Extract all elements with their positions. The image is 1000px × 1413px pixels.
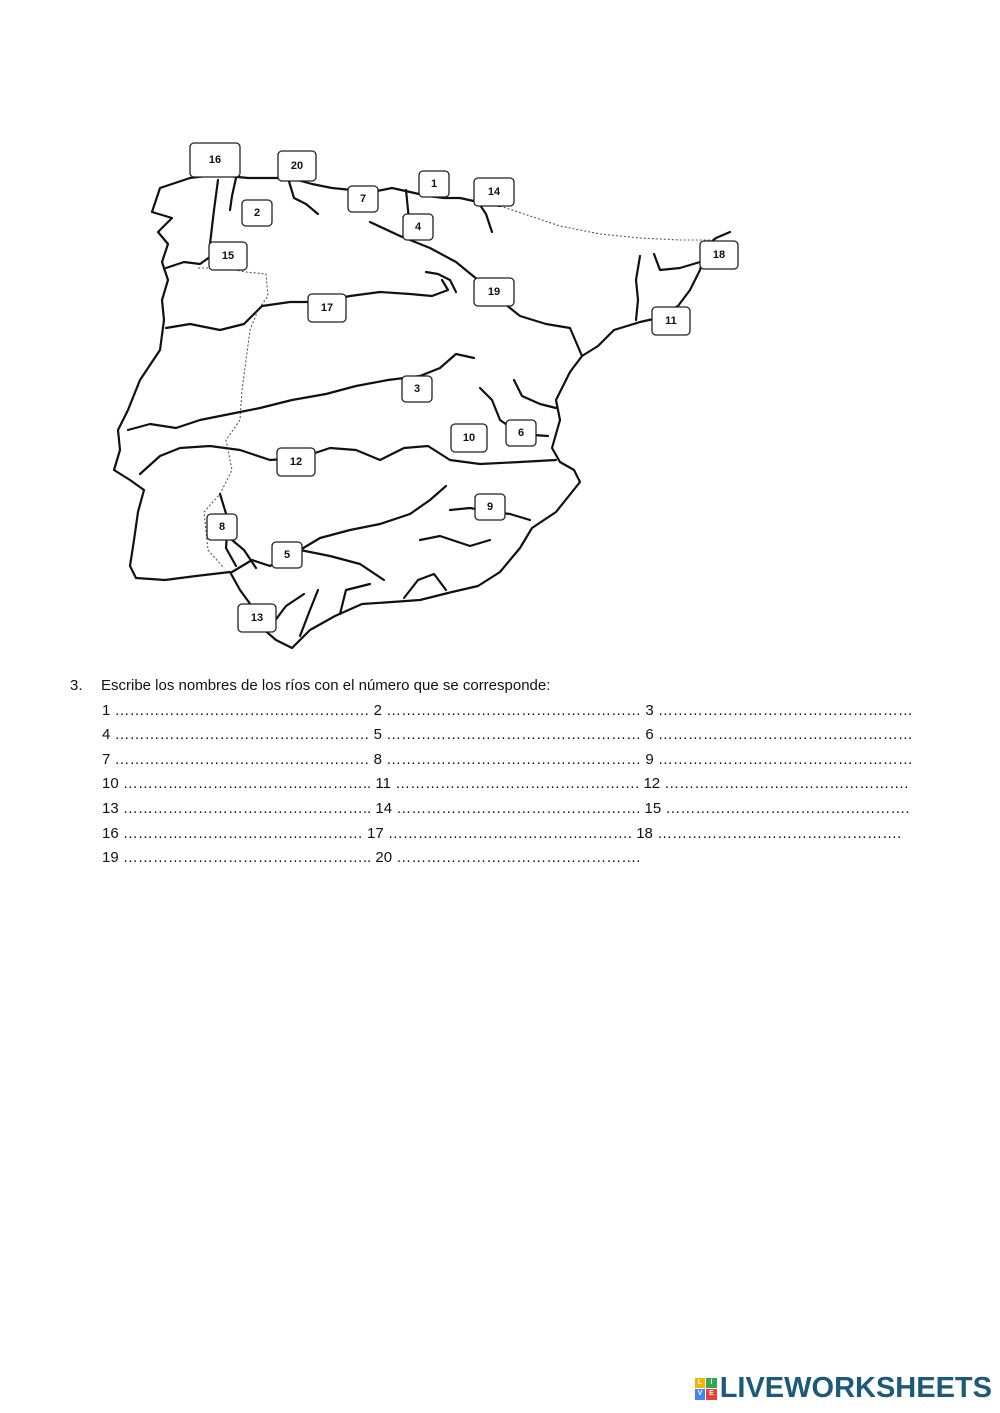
map-label-8 (207, 514, 237, 540)
map-label-5 (272, 542, 302, 568)
svg-text:2: 2 (253, 207, 261, 219)
answer-row-5-right[interactable]: 15 …………………………………………. (644, 799, 910, 817)
liveworksheets-logo-icon (695, 1378, 717, 1400)
svg-text:11: 11 (665, 315, 677, 327)
map-label-16 (190, 143, 240, 177)
svg-text:1: 1 (430, 178, 438, 190)
map-label-14 (474, 178, 514, 206)
svg-text:3: 3 (413, 383, 421, 395)
river-andalusia-6 (300, 590, 318, 636)
map-label-7 (348, 186, 378, 212)
map-label-19 (474, 278, 514, 306)
map-label-18 (700, 241, 738, 269)
answer-row[interactable] (102, 797, 910, 822)
answer-row-3-left[interactable]: 7 …………………………………………… 8 …………………………………………… (102, 750, 642, 768)
answer-row-2-left[interactable]: 4 …………………………………………… 5 …………………………………………… (102, 726, 642, 744)
svg-text:8: 8 (218, 521, 226, 533)
answer-row-6-left[interactable]: 16 ………………………………………… 17 …………………………………………. (102, 824, 633, 842)
answer-row[interactable] (102, 846, 830, 871)
river-ebro-tributary (426, 272, 456, 292)
answer-row[interactable] (102, 822, 902, 847)
river-turia (514, 380, 556, 408)
answer-row[interactable] (102, 723, 913, 748)
river-tributary-galicia (210, 180, 218, 244)
svg-text:16: 16 (208, 154, 222, 166)
logo-letter-l: L (695, 1378, 706, 1389)
answer-row-2-right[interactable]: 6 …………………………………………… (645, 726, 913, 744)
svg-text:6: 6 (517, 427, 525, 439)
svg-text:18: 18 (712, 249, 726, 261)
river-minho (166, 254, 214, 268)
svg-text:15: 15 (221, 250, 235, 262)
brand-text: LIVEWORKSHEETS (719, 1372, 992, 1404)
svg-text:14: 14 (487, 186, 501, 198)
liveworksheets-brand (695, 1372, 992, 1405)
river-andalusia-4 (420, 536, 490, 546)
answer-row[interactable] (102, 699, 913, 724)
river-nalon (230, 178, 236, 210)
map-label-15 (209, 242, 247, 270)
svg-text:17: 17 (320, 302, 334, 314)
answer-row-1-left[interactable]: 1 …………………………………………… 2 …………………………………………… (102, 701, 642, 719)
answer-row-3-right[interactable]: 9 …………………………………………… (645, 750, 913, 768)
river-guadiana (140, 446, 556, 474)
svg-text:7: 7 (359, 193, 367, 205)
map-label-6 (506, 420, 536, 446)
logo-letter-i: I (706, 1378, 717, 1389)
answer-row[interactable] (102, 748, 913, 773)
map-label-17 (308, 294, 346, 322)
exercise-number: 3. (70, 677, 83, 694)
answer-row-4-right[interactable]: 12 …………………………………………. (643, 775, 909, 793)
river-andalusia-1 (300, 550, 384, 580)
logo-letter-e: E (706, 1389, 717, 1400)
map-label-10 (451, 424, 487, 452)
svg-text:4: 4 (414, 221, 422, 233)
answer-row-7-left[interactable]: 19 ………………………………………….. 20 …………………………………………. (102, 849, 641, 867)
exercise-instruction (70, 674, 830, 699)
map-label-12 (277, 448, 315, 476)
exercise-instruction-text: Escribe los nombres de los ríos con el número que se corresponde: (101, 677, 551, 694)
svg-text:9: 9 (486, 501, 494, 513)
map-label-11 (652, 307, 690, 335)
river-segre (636, 256, 640, 320)
map-label-20 (278, 151, 316, 181)
river-duero (166, 280, 448, 330)
map-label-4 (403, 214, 433, 240)
map-label-3 (402, 376, 432, 402)
svg-text:20: 20 (290, 160, 304, 172)
answer-row[interactable] (102, 772, 909, 797)
river-andalusia-2 (340, 584, 370, 614)
svg-text:12: 12 (289, 456, 303, 468)
exercise-block (70, 674, 913, 871)
svg-text:19: 19 (487, 286, 501, 298)
answer-row-4-left[interactable]: 10 ………………………………………….. 11 …………………………………………. (102, 775, 640, 793)
answer-row-1-right[interactable]: 3 …………………………………………… (645, 701, 913, 719)
svg-text:5: 5 (283, 549, 291, 561)
svg-text:13: 13 (250, 612, 264, 624)
iberian-peninsula-river-map (0, 0, 1000, 670)
france-border (500, 206, 710, 240)
answer-row-6-right[interactable]: 18 …………………………………………. (636, 824, 902, 842)
map-label-1 (419, 171, 449, 197)
map-label-13 (238, 604, 276, 632)
answer-row-5-left[interactable]: 13 ………………………………………….. 14 …………………………………………. (102, 799, 641, 817)
map-label-2 (242, 200, 272, 226)
river-tributary-ne (654, 254, 700, 270)
svg-text:10: 10 (462, 432, 476, 444)
logo-letter-v: V (695, 1389, 706, 1400)
map-label-9 (475, 494, 505, 520)
answer-rows (70, 699, 913, 871)
